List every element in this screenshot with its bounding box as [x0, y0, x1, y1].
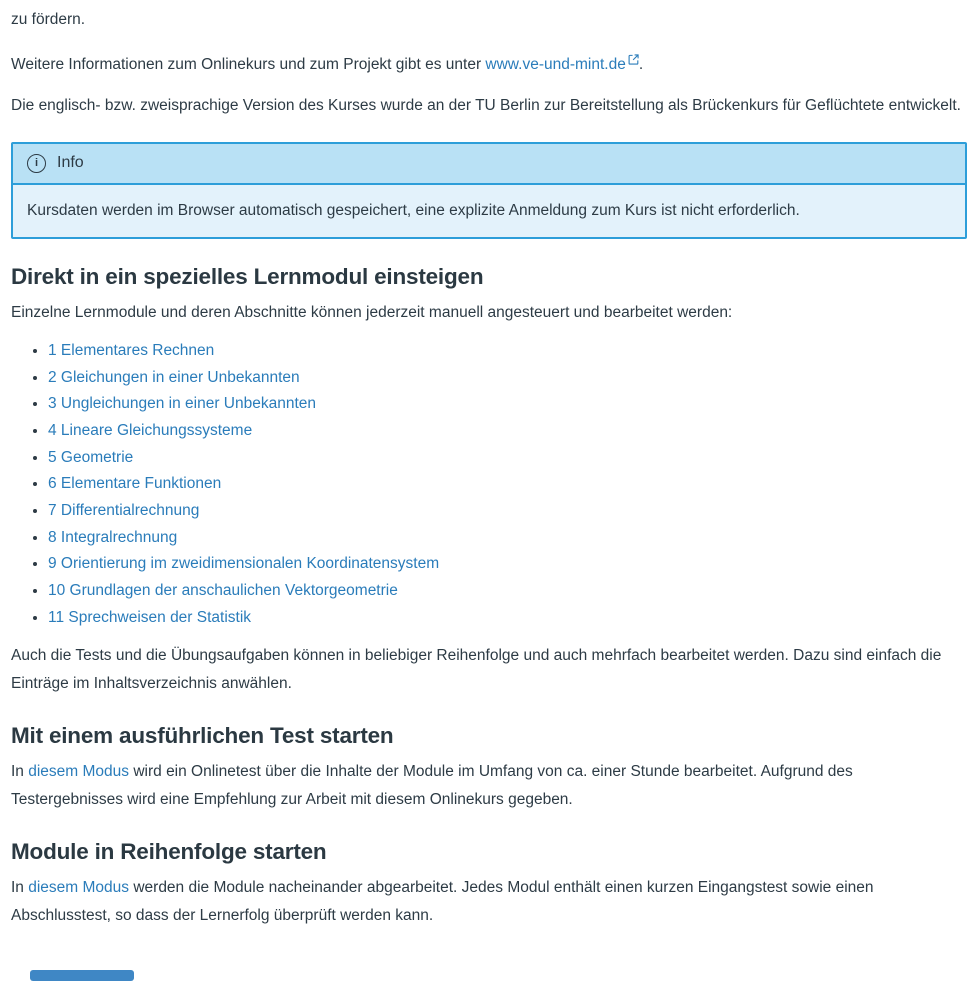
module-link-9[interactable]: 9 Orientierung im zweidimensionalen Koordinatensystem	[48, 555, 440, 573]
info-box-title: Info	[57, 154, 84, 172]
info-box-body: Kursdaten werden im Browser automatisch gespeichert, eine explizite Anmeldung zum Kurs ist nicht erforderlich.	[13, 185, 965, 237]
info-circle-icon: i	[27, 154, 46, 173]
modules-section-outro: Auch die Tests und die Übungsaufgaben können in beliebiger Reihenfolge und auch mehrfach bearbeitet werden. Dazu sind einfach die Einträge im Inhaltsverzeichnis anwählen.	[11, 647, 942, 693]
test-text-after: wird ein Onlinetest über die Inhalte der Module im Umfang von ca. einer Stunde bearbeitet. Aufgrund des Testergebnisses wird eine Empfehlung zur Arbeit mit diesem Onlinekurs gegeben.	[11, 763, 853, 809]
modules-section-heading: Direkt in ein spezielles Lernmodul einsteigen	[11, 264, 484, 290]
english-version-paragraph: Die englisch- bzw. zweisprachige Version des Kurses wurde an der TU Berlin zur Bereitstellung als Brückenkurs für Geflüchtete entwickelt.	[11, 96, 961, 114]
module-link-7[interactable]: 7 Differentialrechnung	[48, 502, 200, 520]
module-link-5[interactable]: 5 Geometrie	[48, 448, 134, 466]
module-link-11[interactable]: 11 Sprechweisen der Statistik	[48, 608, 252, 626]
module-link-8[interactable]: 8 Integralrechnung	[48, 528, 178, 546]
module-list-item	[48, 420, 967, 442]
project-info-text-after: .	[638, 55, 644, 73]
module-link-2[interactable]: 2 Gleichungen in einer Unbekannten	[48, 368, 300, 386]
sequence-text-before: In	[11, 879, 29, 897]
module-list-item	[48, 367, 967, 389]
sequence-text-after: werden die Module nacheinander abgearbeitet. Jedes Modul enthält einen kurzen Eingangstest sowie einen Abschlusstest, so dass der Lernerfolg überprüft werden kann.	[11, 879, 874, 924]
module-list-item	[48, 340, 967, 362]
cut-off-button[interactable]	[30, 970, 134, 981]
module-list-item	[48, 473, 967, 495]
module-list-item	[48, 447, 967, 469]
module-link-1[interactable]: 1 Elementares Rechnen	[48, 341, 215, 359]
info-alert-box	[11, 142, 967, 239]
ve-und-mint-link-label: www.ve-und-mint.de	[485, 55, 626, 73]
test-section-paragraph	[11, 758, 967, 814]
info-box-header	[13, 144, 965, 185]
ve-und-mint-link[interactable]	[485, 56, 638, 73]
test-section-heading: Mit einem ausführlichen Test starten	[11, 723, 394, 749]
sequence-mode-link[interactable]: diesem Modus	[28, 879, 130, 897]
module-link-10[interactable]: 10 Grundlagen der anschaulichen Vektorgeometrie	[48, 582, 398, 600]
module-list-item	[48, 393, 967, 415]
module-link-3[interactable]: 3 Ungleichungen in einer Unbekannten	[48, 395, 317, 413]
module-list-item	[48, 607, 967, 629]
project-info-text-before: Weitere Informationen zum Onlinekurs und zum Projekt gibt es unter	[11, 55, 486, 73]
module-list	[11, 340, 967, 629]
intro-paragraph-tail: zu fördern.	[11, 11, 86, 28]
test-text-before: In	[11, 763, 29, 781]
sequence-section-heading: Module in Reihenfolge starten	[11, 839, 327, 865]
modules-section-intro: Einzelne Lernmodule und deren Abschnitte können jederzeit manuell angesteuert und bearbeitet werden:	[11, 304, 733, 322]
sequence-section-paragraph	[11, 874, 967, 930]
module-list-item	[48, 553, 967, 575]
test-mode-link[interactable]: diesem Modus	[28, 763, 130, 781]
module-link-4[interactable]: 4 Lineare Gleichungssysteme	[48, 421, 253, 439]
module-link-6[interactable]: 6 Elementare Funktionen	[48, 475, 222, 493]
external-link-icon	[628, 47, 639, 75]
module-list-item	[48, 527, 967, 549]
project-info-paragraph	[11, 47, 967, 79]
module-list-item	[48, 580, 967, 602]
module-list-item	[48, 500, 967, 522]
